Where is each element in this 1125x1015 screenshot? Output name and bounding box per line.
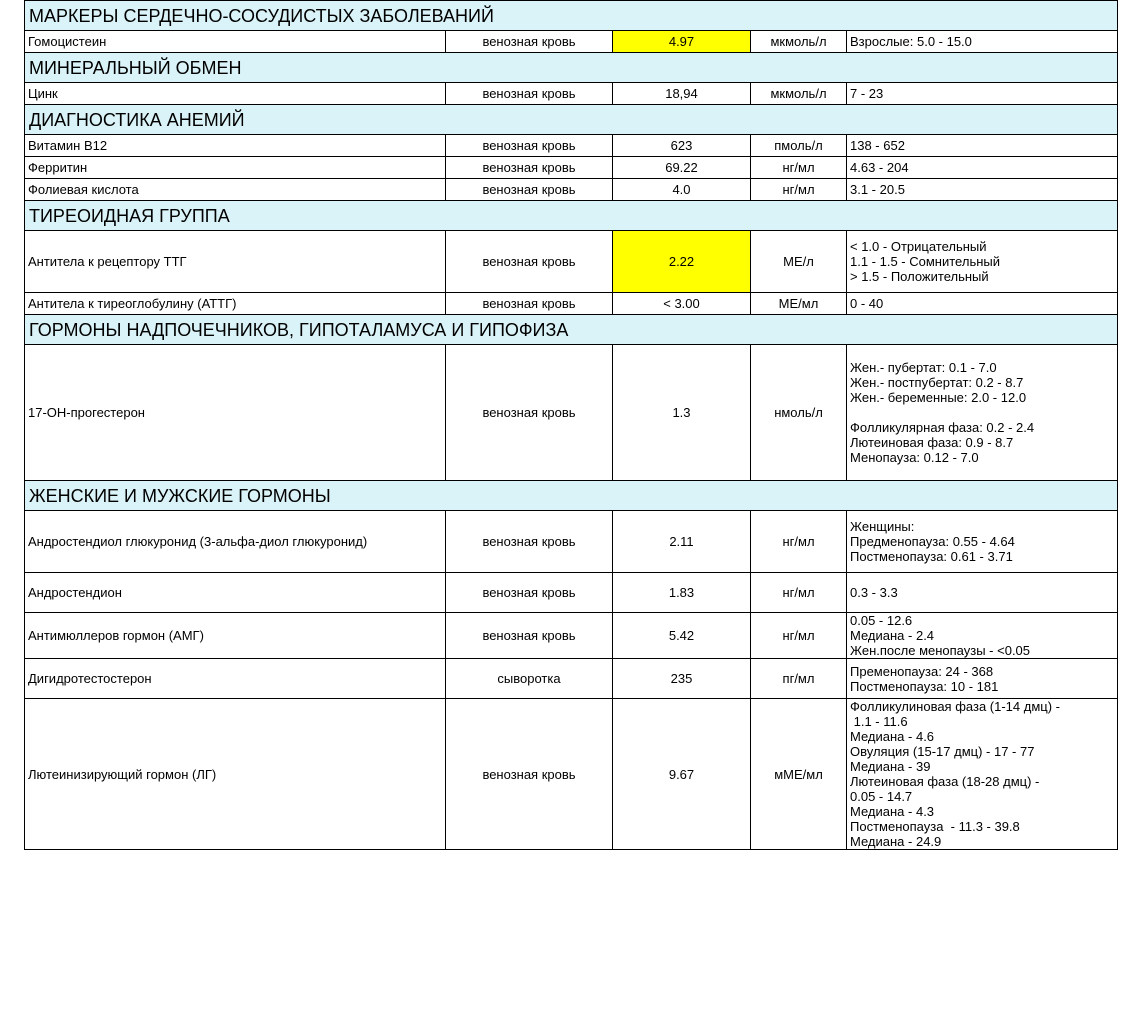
result-value-cell: 9.67 [613,699,751,850]
material-cell: венозная кровь [446,157,613,179]
unit-cell: мкмоль/л [751,31,847,53]
unit-cell: нг/мл [751,511,847,573]
result-value-cell: 4.97 [613,31,751,53]
test-name-cell: Антитела к рецептору ТТГ [25,231,446,293]
result-value-cell: < 3.00 [613,293,751,315]
unit-cell: пмоль/л [751,135,847,157]
test-name-cell: Ферритин [25,157,446,179]
reference-range-cell: 3.1 - 20.5 [847,179,1118,201]
table-row [25,179,1118,201]
result-value-cell: 4.0 [613,179,751,201]
result-value-cell: 69.22 [613,157,751,179]
test-name-cell: 17-ОН-прогестерон [25,345,446,481]
table-row [25,699,1118,850]
result-value-cell: 1.83 [613,573,751,613]
table-row [25,345,1118,481]
table-row [25,573,1118,613]
unit-cell: пг/мл [751,659,847,699]
result-value-cell: 2.11 [613,511,751,573]
material-cell: венозная кровь [446,573,613,613]
reference-range-cell: Взрослые: 5.0 - 15.0 [847,31,1118,53]
material-cell: венозная кровь [446,231,613,293]
table-row [25,511,1118,573]
section-header-anemia [25,105,1118,135]
reference-range-cell: 7 - 23 [847,83,1118,105]
section-title: ТИРЕОИДНАЯ ГРУППА [25,201,1118,231]
reference-range-cell: 0 - 40 [847,293,1118,315]
section-header-cardio [25,1,1118,31]
unit-cell: нмоль/л [751,345,847,481]
result-value-cell: 18,94 [613,83,751,105]
reference-range-cell: 0.3 - 3.3 [847,573,1118,613]
material-cell: венозная кровь [446,31,613,53]
test-name-cell: Дигидротестостерон [25,659,446,699]
material-cell: венозная кровь [446,511,613,573]
material-cell: венозная кровь [446,345,613,481]
result-value-cell: 5.42 [613,613,751,659]
reference-range-cell: Жен.- пубертат: 0.1 - 7.0 Жен.- постпубертат: 0.2 - 8.7 Жен.- беременные: 2.0 - 12.0 Фолликулярная фаза: 0.2 - 2.4 Лютеиновая фаза: 0.9 - 8.7 Менопауза: 0.12 - 7.0 [847,345,1118,481]
test-name-cell: Гомоцистеин [25,31,446,53]
section-header-mineral [25,53,1118,83]
section-header-thyroid [25,201,1118,231]
section-header-adrenal [25,315,1118,345]
result-value-cell: 2.22 [613,231,751,293]
material-cell: сыворотка [446,659,613,699]
reference-range-cell: 0.05 - 12.6 Медиана - 2.4 Жен.после менопаузы - <0.05 [847,613,1118,659]
test-name-cell: Цинк [25,83,446,105]
material-cell: венозная кровь [446,83,613,105]
unit-cell: мкмоль/л [751,83,847,105]
result-value-cell: 1.3 [613,345,751,481]
unit-cell: нг/мл [751,613,847,659]
test-name-cell: Фолиевая кислота [25,179,446,201]
test-name-cell: Антитела к тиреоглобулину (АТТГ) [25,293,446,315]
unit-cell: МЕ/л [751,231,847,293]
test-name-cell: Лютеинизирующий гормон (ЛГ) [25,699,446,850]
material-cell: венозная кровь [446,135,613,157]
lab-results-table [24,0,1118,850]
reference-range-cell: Пременопауза: 24 - 368 Постменопауза: 10 - 181 [847,659,1118,699]
section-title: МИНЕРАЛЬНЫЙ ОБМЕН [25,53,1118,83]
table-row [25,659,1118,699]
table-row [25,135,1118,157]
unit-cell: нг/мл [751,179,847,201]
section-title: МАРКЕРЫ СЕРДЕЧНО-СОСУДИСТЫХ ЗАБОЛЕВАНИЙ [25,1,1118,31]
reference-range-cell: Женщины: Предменопауза: 0.55 - 4.64 Постменопауза: 0.61 - 3.71 [847,511,1118,573]
section-title: ГОРМОНЫ НАДПОЧЕЧНИКОВ, ГИПОТАЛАМУСА И ГИПОФИЗА [25,315,1118,345]
test-name-cell: Антимюллеров гормон (АМГ) [25,613,446,659]
reference-range-cell: < 1.0 - Отрицательный 1.1 - 1.5 - Сомнительный > 1.5 - Положительный [847,231,1118,293]
lab-results-body [25,1,1118,850]
result-value-cell: 235 [613,659,751,699]
reference-range-cell: Фолликулиновая фаза (1-14 дмц) - 1.1 - 11.6 Медиана - 4.6 Овуляция (15-17 дмц) - 17 - 77 Медиана - 39 Лютеиновая фаза (18-28 дмц) - 0.05 - 14.7 Медиана - 4.3 Постменопауза - 11.3 - 39.8 Медиана - 24.9 [847,699,1118,850]
test-name-cell: Андростендион [25,573,446,613]
reference-range-cell: 4.63 - 204 [847,157,1118,179]
table-row [25,613,1118,659]
unit-cell: нг/мл [751,573,847,613]
test-name-cell: Андростендиол глюкуронид (3-альфа-диол глюкуронид) [25,511,446,573]
table-row [25,293,1118,315]
table-row [25,157,1118,179]
section-title: ДИАГНОСТИКА АНЕМИЙ [25,105,1118,135]
unit-cell: МЕ/мл [751,293,847,315]
material-cell: венозная кровь [446,293,613,315]
reference-range-cell: 138 - 652 [847,135,1118,157]
result-value-cell: 623 [613,135,751,157]
unit-cell: нг/мл [751,157,847,179]
material-cell: венозная кровь [446,179,613,201]
material-cell: венозная кровь [446,699,613,850]
unit-cell: мМЕ/мл [751,699,847,850]
section-title: ЖЕНСКИЕ И МУЖСКИЕ ГОРМОНЫ [25,481,1118,511]
table-row [25,231,1118,293]
material-cell: венозная кровь [446,613,613,659]
table-row [25,83,1118,105]
test-name-cell: Витамин В12 [25,135,446,157]
table-row [25,31,1118,53]
section-header-sex-hormones [25,481,1118,511]
